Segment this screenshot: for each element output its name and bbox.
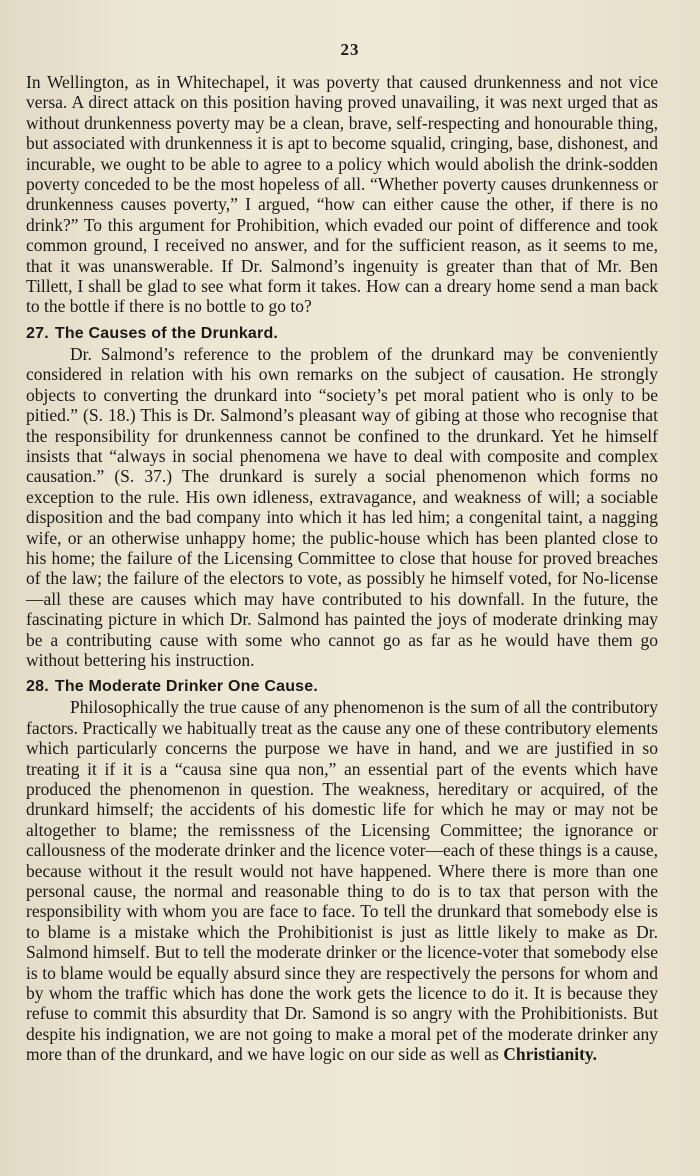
page-number: 23 — [340, 40, 360, 59]
section-number: 27. — [26, 324, 49, 342]
section-28-paragraph — [26, 697, 658, 1064]
opening-paragraph: In Wellington, as in Whitechapel, it was poverty that caused drunkenness and not vice versa. A direct attack on this position having proved unavailing, it was next urged that as without drunkenness poverty may be a clean, brave, self-respecting and honourable thing, but associated with drunkenness it is apt to become squalid, cringing, base, dishonest, and incurable, we ought to be able to agree to a policy which would abolish the drink-sodden poverty conceded to be the most hopeless of all. “Whether poverty causes drunkenness or drunkenness causes poverty,” I argued, “how can either cause the other, if there is no drink?” To this argument for Prohibition, which evaded our point of difference and took common ground, I received no answer, and for the sufficient reason, as it seems to me, that it was unanswerable. If Dr. Salmond’s ingenuity is greater than that of Mr. Ben Tillett, I shall be glad to see what form it takes. How can a dreary home send a man back to the bottle if there is no bottle to go to? — [26, 72, 658, 317]
section-number: 28. — [26, 678, 49, 696]
section-title: The Causes of the Drunkard. — [54, 324, 279, 342]
closing-word: Christianity. — [503, 1044, 598, 1065]
section-heading-28 — [26, 676, 658, 697]
section-27-paragraph: Dr. Salmond’s reference to the problem of the drunkard may be conveniently considered in relation with his own remarks on the subject of causation. He strongly objects to converting the drunkard into “society’s pet moral patient who is only to be pitied.” (S. 18.) This is Dr. Salmond’s pleasant way of gibing at those who recognise that the responsibility for drunkenness cannot be confined to the drunkard. Yet he himself insists that “always in social phenomena we have to deal with composite and complex causation.” (S. 37.) The drunkard is surely a social phenomenon which forms no exception to the rule. His own idleness, extravagance, and weakness of will; a sociable disposition and the bad company into which it has led him; a congenital taint, a nagging wife, or an otherwise unhappy home; the public-house which has been planted close to his home; the failure of the Licensing Committee to close that house for proved breaches of the law; the failure of the electors to vote, as possibly he himself voted, for No-license—all these are causes which may have contributed to his downfall. In the future, the fascinating picture in which Dr. Salmond has painted the joys of moderate drinking may be a contributing cause with some who cannot go as far as he would have them go without bettering his instruction. — [26, 343, 658, 670]
section-heading-27 — [26, 323, 658, 344]
section-28-body: Philosophically the true cause of any phenomenon is the sum of all the contributory factors. Practically we habitually treat as the cause any one of these contributory elements which particularly concerns the purpose we have in hand, and we are justified in so treating it if it is a “causa sine qua non,” an essential part of the events which have produced the phenomenon in question. The weakness, hereditary or acquired, of the drunkard himself; the accidents of his domestic life for which he may or may not be altogether to blame; the remissness of the Licensing Committee; the ignorance or callousness of the moderate drinker and the licence voter—each of these things is a cause, because without it the result would not have happened. Where there is more than one personal cause, the normal and reasonable thing to do is to tax that person with the responsibility with whom you are face to face. To tell the drunkard that somebody else is to blame is a mistake which the Prohibitionist is just as little likely to make as Dr. Salmond himself. But to tell the moderate drinker or the licence-voter that somebody else is to blame would be equally absurd since they are respectively the persons for whom and by whom the traffic which has done the work gets the licence to do it. It is because they refuse to commit this absurdity that Dr. Samond is so angry with the Prohibitionists. But despite his indignation, we are not going to make a moral pet of the moderate drinker any more than of the drunkard, and we have logic on our side as well as — [26, 697, 658, 1065]
text-column — [26, 72, 658, 1065]
section-title: The Moderate Drinker One Cause. — [54, 678, 319, 696]
